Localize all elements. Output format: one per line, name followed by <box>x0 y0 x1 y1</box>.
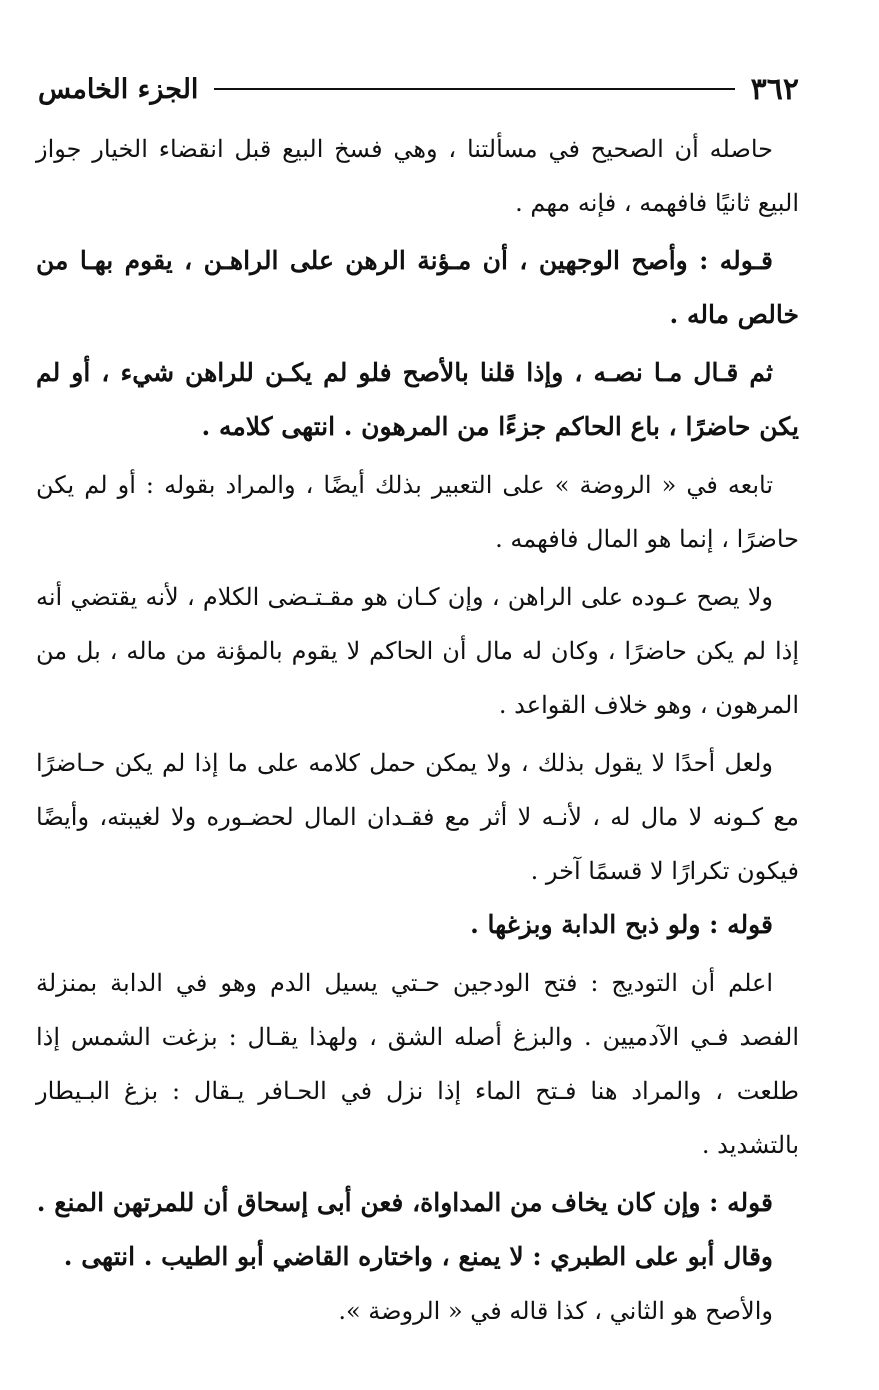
commentary-paragraph: تابعه في « الروضة » على التعبير بذلك أيضًا ، والمراد بقوله : أو لم يكن حاضرًا ، إنما هو المال فافهمه . <box>36 471 799 553</box>
quote-paragraph: قوله : ولو ذبح الدابة وبزغها . <box>470 910 773 939</box>
commentary-paragraph: اعلم أن التوديج : فتح الودجين حـتي يسيل الدم وهو في الدابة بمنزلة الفصد فـي الآدميين . والبزغ أصله الشق ، ولهذا يقـال : بزغت الشمس إذا طلعت ، والمراد هنا فـتح الماء إذا نزل في الحـافر يـقال : بزغ البـيطار بالتشديد . <box>36 969 799 1159</box>
paragraph-continuation: حاصله أن الصحيح في مسألتنا ، وهي فسخ البيع قبل انقضاء الخيار جواز البيع ثانيًا فافهمه ، فإنه مهم . <box>36 135 799 217</box>
commentary-paragraph: والأصح هو الثاني ، كذا قاله في « الروضة ». <box>338 1297 773 1325</box>
commentary-paragraph: ولعل أحدًا لا يقول بذلك ، ولا يمكن حمل كلامه على ما إذا لم يكن حـاضرًا مع كـونه لا مال له ، لأنـه لا أثر مع فقـدان المال لحضـوره ولا لغيبته، وأيضًا فيكون تكرارًا لا قسمًا آخر . <box>36 749 799 885</box>
page-number: ٣٦٢ <box>750 71 799 107</box>
quote-paragraph: قوله : وإن كان يخاف من المداواة، فعن أبى إسحاق أن للمرتهن المنع . <box>36 1188 773 1217</box>
quote-paragraph: وقال أبو على الطبري : لا يمنع ، واختاره القاضي أبو الطيب . انتهى . <box>63 1242 773 1271</box>
page-header <box>38 66 799 112</box>
header-rule <box>214 88 734 90</box>
quote-paragraph: ثم قـال مـا نصـه ، وإذا قلنا بالأصح فلو لم يكـن للراهن شيء ، أو لم يكن حاضرًا ، باع الحاكم جزءًا من المرهون . انتهى كلامه . <box>36 358 799 441</box>
quote-paragraph: قـوله : وأصح الوجهين ، أن مـؤنة الرهن على الراهـن ، يقوم بهـا من خالص ماله . <box>36 246 799 329</box>
commentary-paragraph: ولا يصح عـوده على الراهن ، وإن كـان هو مقـتـضى الكلام ، لأنه يقتضي أنه إذا لم يكن حاضرًا ، وكان له مال أن الحاكم لا يقوم بالمؤنة من ماله ، بل من المرهون ، وهو خلاف القواعد . <box>36 583 799 719</box>
body-text <box>36 122 799 1338</box>
running-title: الجزء الخامس <box>38 73 199 105</box>
